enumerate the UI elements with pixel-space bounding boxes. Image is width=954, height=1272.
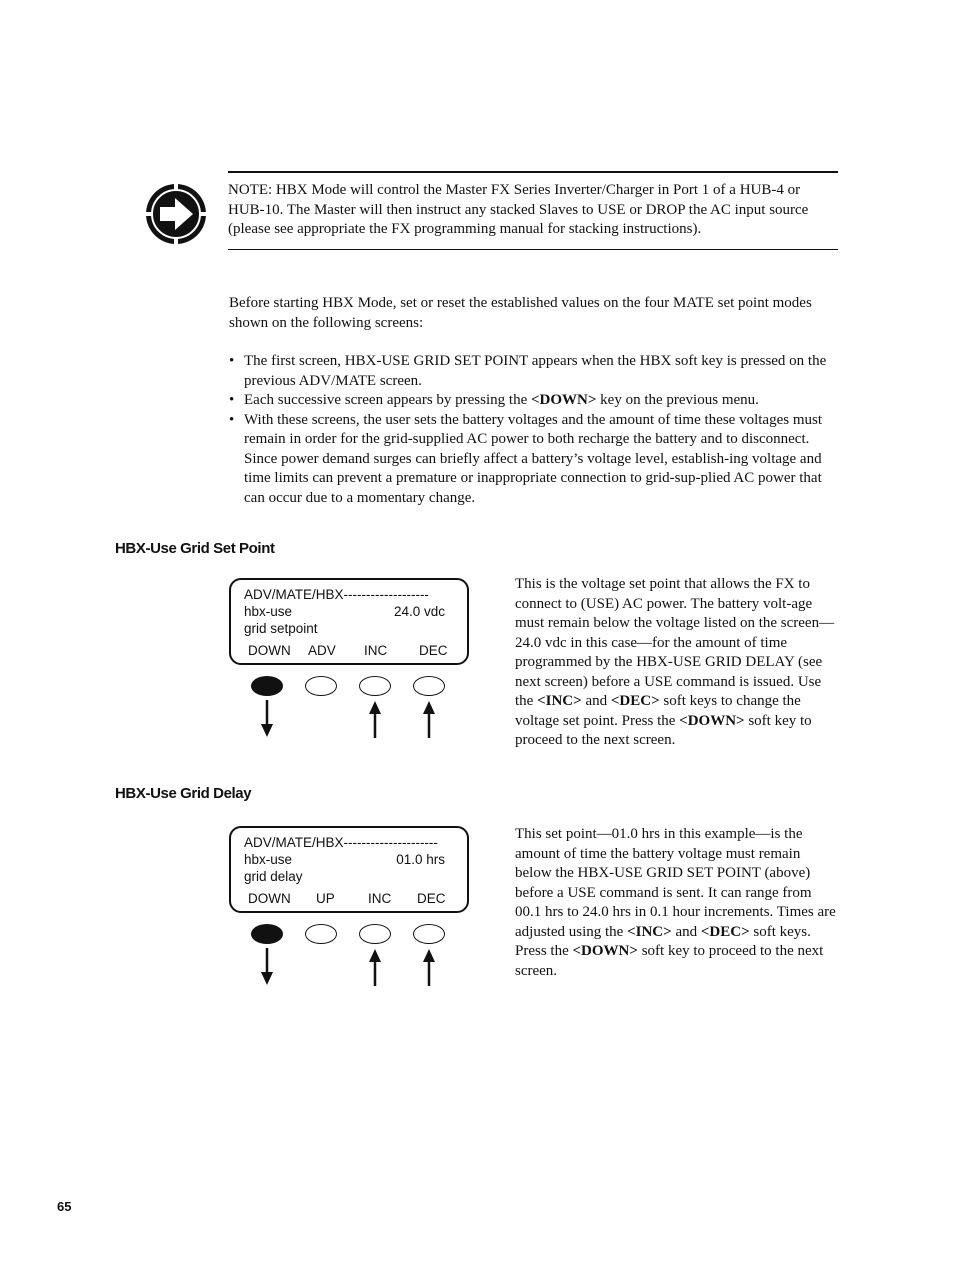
section-description [515, 825, 840, 981]
key-name: <DEC> [700, 923, 750, 940]
key-name: <DOWN> [679, 712, 745, 729]
softkey-dec-button[interactable] [413, 924, 445, 944]
list-item [229, 411, 844, 509]
up-arrow-icon [422, 700, 436, 738]
arrow-right-circle-icon [144, 182, 208, 246]
softkey-up-button[interactable] [305, 924, 337, 944]
intro-paragraph: Before starting HBX Mode, set or reset the established values on the four MATE set point modes shown on the following screens: [229, 295, 812, 331]
lcd-menu-path: ADV/MATE/HBX------------------- [244, 587, 429, 602]
lcd-label: hbx-use [244, 604, 293, 619]
section-heading: HBX-Use Grid Delay [115, 785, 252, 802]
lcd-label: hbx-use [244, 852, 293, 867]
list-item [229, 391, 844, 411]
description-text: This is the voltage set point that allows the FX to connect to (USE) AC power. The battery volt-age must remain below the voltage listed on the screen—24.0 vdc in this case—for the amount of time programmed by the HBX-USE GRID DELAY (see next screen) before a USE command is issued. Use the [515, 576, 835, 709]
description-text: soft key to proceed to the next screen. [515, 943, 824, 979]
bullet-text: With these screens, the user sets the battery voltages and the amount of time these voltages must remain in order for the grid-supplied AC power to both recharge the battery and to disconnect. Since power demand surges can briefly affect a battery’s voltage level, establish-ing voltage and time limits can prevent a premature or inappropriate connection to grid-sup-plied AC power that can occur due to a momentary change. [244, 411, 822, 506]
softkey-inc-button[interactable] [359, 924, 391, 944]
key-name: <INC> [537, 693, 582, 709]
list-item [229, 352, 844, 391]
softkey-label-dec: DEC [419, 643, 448, 658]
page-number: 65 [57, 1199, 72, 1214]
softkey-row [229, 674, 469, 744]
bullet-text: The first screen, HBX-USE GRID SET POINT appears when the HBX soft key is pressed on the previous ADV/MATE screen. [244, 353, 827, 389]
softkey-row [229, 922, 469, 992]
bullet-text [244, 392, 759, 408]
down-arrow-icon [260, 700, 274, 738]
softkey-label-inc: INC [368, 891, 392, 906]
softkey-label-down: DOWN [248, 643, 291, 658]
note-top-rule [228, 171, 838, 173]
bullet-marker: • [229, 353, 235, 369]
softkey-label-inc: INC [364, 643, 388, 658]
softkey-label-up: UP [316, 891, 335, 906]
description-text: This set point—01.0 hrs in this example—is the amount of time the battery voltage must remain below the HBX-USE GRID SET POINT (above) before a USE command is sent. It can range from 00.1 hrs to 24.0 hrs in 0.1 hour increments. Times are adjusted using the [515, 826, 836, 940]
bullet-text-part: Each successive screen appears by pressing the [244, 392, 531, 408]
lcd-menu-path: ADV/MATE/HBX--------------------- [244, 835, 438, 850]
description-text: soft keys to change the voltage set point. Press the [515, 693, 801, 729]
bullet-list [229, 352, 844, 508]
down-arrow-icon [260, 948, 274, 986]
softkey-inc-button[interactable] [359, 676, 391, 696]
up-arrow-icon [368, 948, 382, 986]
bullet-marker: • [229, 411, 235, 428]
note-text: NOTE: HBX Mode will control the Master FX Series Inverter/Charger in Port 1 of a HUB-4 or HUB-10. The Master will then instruct any stacked Slaves to USE or DROP the AC input source (please see appropriate the FX programming manual for stacking instructions). [228, 182, 809, 237]
softkey-dec-button[interactable] [413, 676, 445, 696]
lcd-display [229, 826, 469, 913]
description-text: and [671, 923, 701, 940]
description-text: soft keys. Press the [515, 923, 811, 959]
bullet-key-name: <DOWN> [530, 392, 597, 408]
description-text: soft key to proceed to the next screen. [515, 712, 812, 748]
lcd-value: 01.0 hrs [396, 852, 445, 867]
bullet-marker: • [229, 392, 235, 408]
note-bottom-rule [228, 249, 838, 250]
lcd-value: 24.0 vdc [393, 604, 445, 619]
key-name: <INC> [627, 923, 672, 940]
up-arrow-icon [422, 948, 436, 986]
lcd-sublabel: grid setpoint [244, 621, 318, 636]
softkey-label-adv: ADV [308, 643, 336, 658]
key-name: <DOWN> [572, 943, 638, 959]
softkey-adv-button[interactable] [305, 676, 337, 696]
section-description [515, 575, 840, 751]
section-heading: HBX-Use Grid Set Point [115, 540, 275, 557]
bullet-text-part: key on the previous menu. [596, 392, 759, 408]
softkey-label-down: DOWN [248, 891, 291, 906]
softkey-down-button[interactable] [251, 676, 283, 696]
up-arrow-icon [368, 700, 382, 738]
softkey-label-dec: DEC [417, 891, 446, 906]
lcd-sublabel: grid delay [244, 869, 303, 884]
key-name: <DEC> [610, 693, 660, 709]
softkey-down-button[interactable] [251, 924, 283, 944]
lcd-display [229, 578, 469, 665]
description-text: and [581, 693, 611, 709]
